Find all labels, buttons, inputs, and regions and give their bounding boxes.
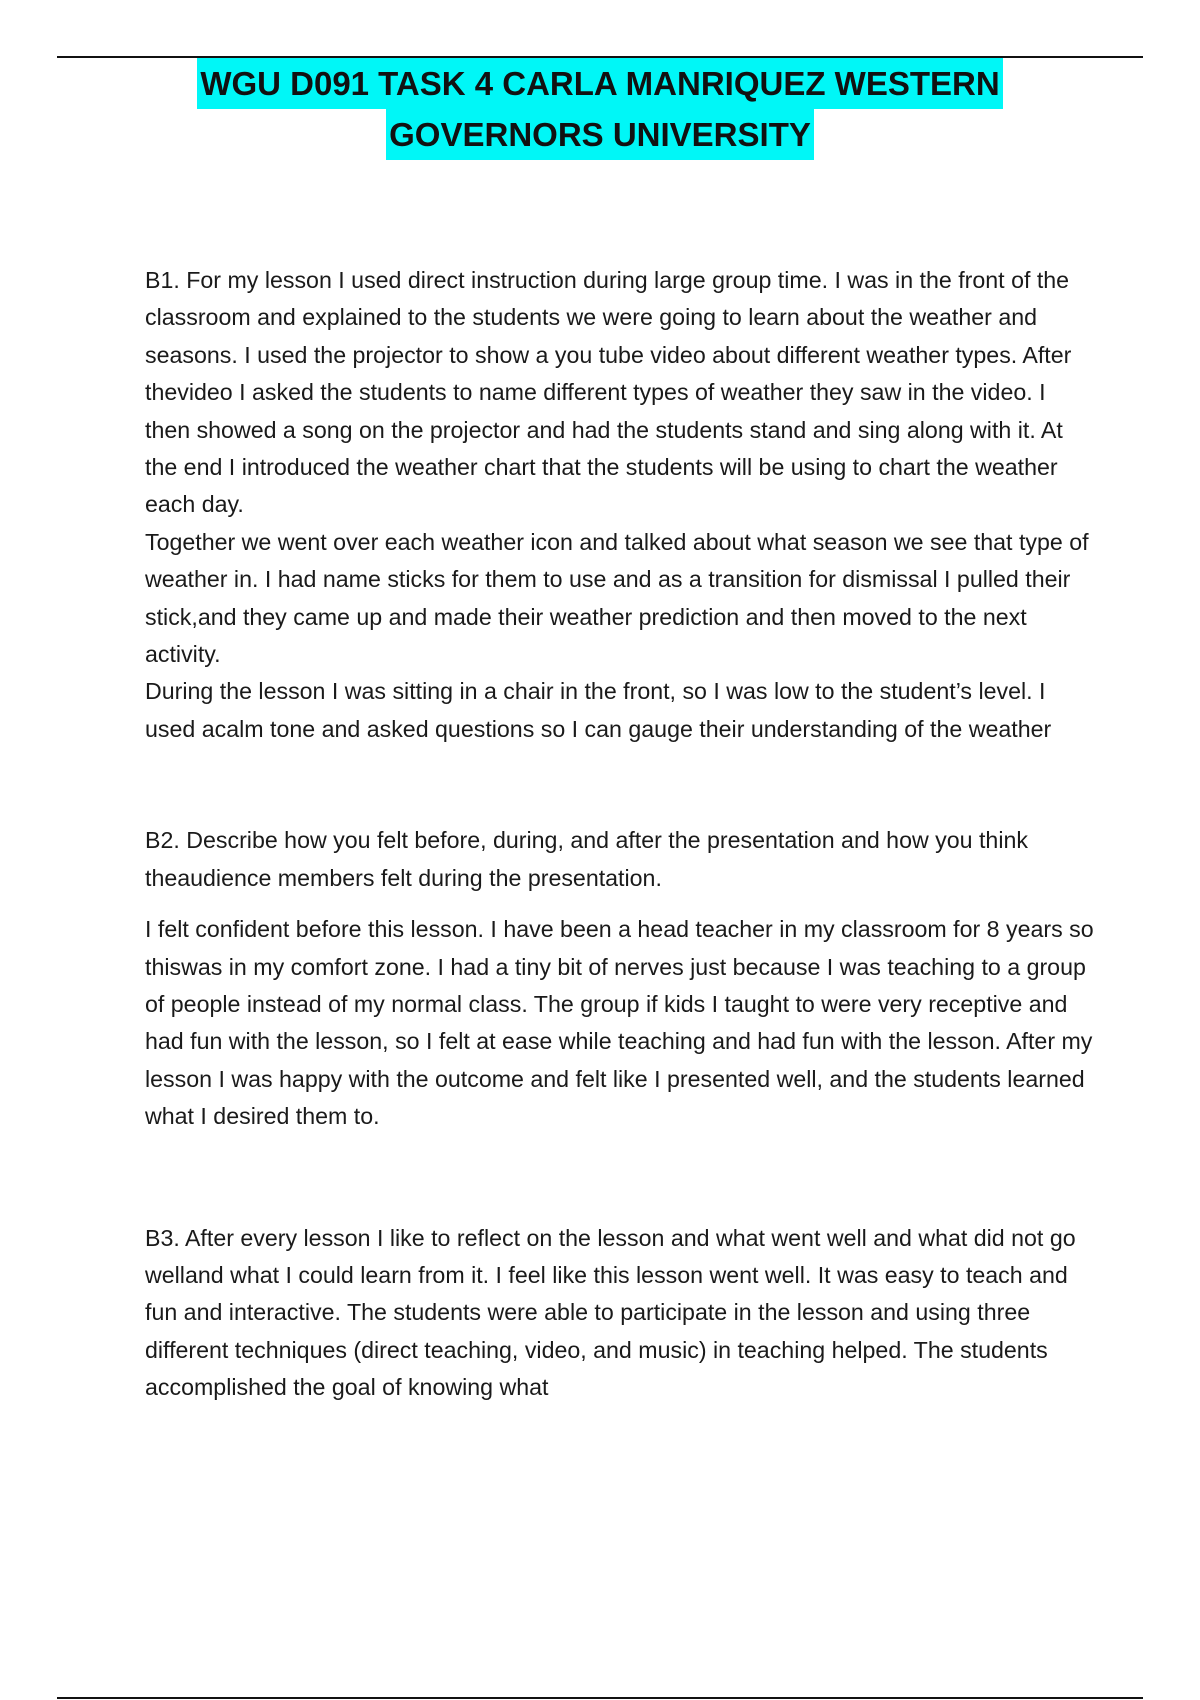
paragraph-b1-together: Together we went over each weather icon and talked about what season we see that type of weather in. I had name sticks for them to use and as a transition for dismissal I pulled their stick,and they came up and made their weather prediction and then moved to the next activity. [145, 528, 1089, 668]
paragraph-b3: B3. After every lesson I like to reflect on the lesson and what went well and what did not go welland what I could learn from it. I feel like this lesson went well. It was easy to teach and fun and interactive. The students were able to participate in the lesson and using three different techniques (direct teaching, video, and music) in teaching helped. The students accomplished the goal of knowing what [145, 1224, 1076, 1401]
section-gap [145, 1136, 1095, 1220]
paragraph-b1-during: During the lesson I was sitting in a chair in the front, so I was low to the student’s level. I used acalm tone and asked questions so I can gauge their understanding of the weather [145, 678, 1052, 742]
paragraph-b2-answer: I felt confident before this lesson. I have been a head teacher in my classroom for 8 years so thiswas in my comfort zone. I had a tiny bit of nerves just because I was teaching to a group of people instead of my normal class. The group if kids I taught to were very receptive and had fun with the lesson, so I felt at ease while teaching and had fun with the lesson. After my lesson I was happy with the outcome and felt like I presented well, and the students learned what I desired them to. [145, 916, 1094, 1130]
paragraph-b1: B1. For my lesson I used direct instruction during large group time. I was in the front of the classroom and explained to the students we were going to learn about the weather and seasons. I used the projector to show a you tube video about different weather types. After thevideo I asked the students to name different types of weather they saw in the video. I then showed a song on the projector and had the students stand and sing along with it. At the end I introduced the weather chart that the students will be using to chart the weather each day. [145, 267, 1072, 518]
bottom-rule [57, 1697, 1143, 1699]
title-line-1: WGU D091 TASK 4 CARLA MANRIQUEZ WESTERN [197, 58, 1002, 109]
paragraph-b2-prompt: B2. Describe how you felt before, during, and after the presentation and how you think theaudience members felt during the presentation. [145, 827, 1028, 891]
document-title [0, 58, 1200, 160]
section-gap [145, 748, 1095, 822]
title-line-2: GOVERNORS UNIVERSITY [386, 109, 814, 160]
paragraph-gap [145, 897, 1095, 911]
document-body [145, 262, 1095, 1407]
